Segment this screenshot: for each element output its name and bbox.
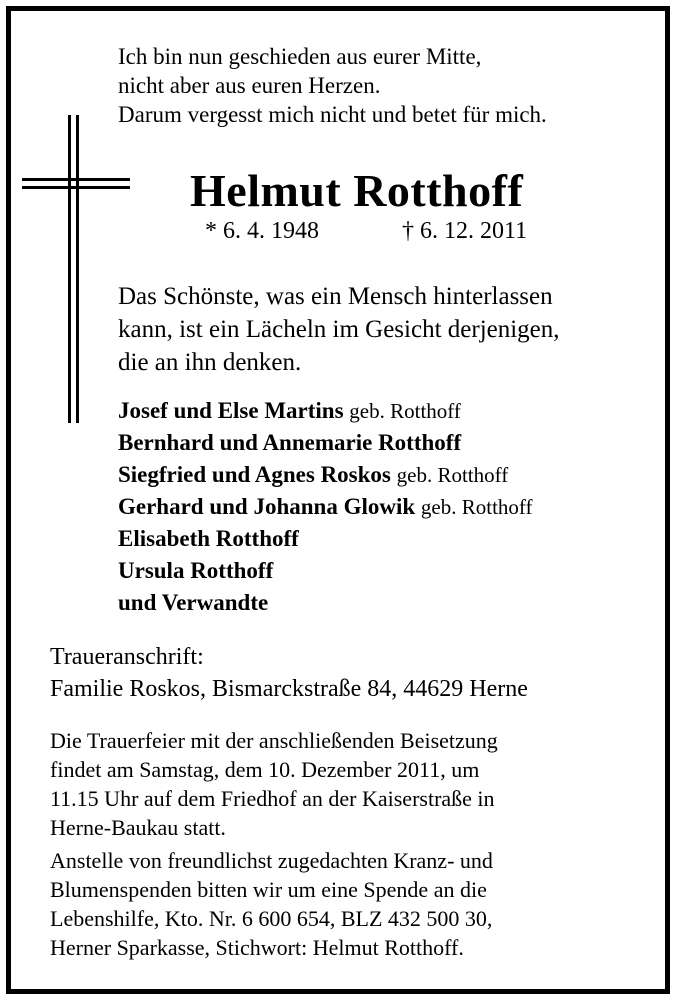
donation-line: Anstelle von freundlichst zugedachten Kranz- und <box>50 848 493 873</box>
verse-line: Darum vergesst mich nicht und betet für mich. <box>118 102 547 127</box>
family-member: und Verwandte <box>118 590 269 615</box>
donation-line: Herner Sparkasse, Stichwort: Helmut Rotthoff. <box>50 935 464 960</box>
family-member: Gerhard und Johanna Glowik geb. Rotthoff <box>118 494 533 519</box>
death-date: † 6. 12. 2011 <box>402 218 528 244</box>
birth-date: * 6. 4. 1948 <box>205 218 319 244</box>
ceremony-line: findet am Samstag, dem 10. Dezember 2011, um <box>50 757 480 782</box>
verse-line: Ich bin nun geschieden aus eurer Mitte, <box>118 44 482 69</box>
ceremony-line: 11.15 Uhr auf dem Friedhof an der Kaiserstraße in <box>50 786 495 811</box>
family-member: Josef und Else Martins geb. Rotthoff <box>118 398 461 423</box>
verse-line: nicht aber aus euren Herzen. <box>118 73 381 98</box>
quote-line: die an ihn denken. <box>118 349 302 376</box>
deceased-name: Helmut Rotthoff <box>190 165 524 216</box>
family-member: Siegfried und Agnes Roskos geb. Rotthoff <box>118 462 509 487</box>
quote-line: Das Schönste, was ein Mensch hinterlassen <box>118 283 553 310</box>
ceremony-line: Die Trauerfeier mit der anschließenden Beisetzung <box>50 728 498 753</box>
ceremony-line: Herne-Baukau statt. <box>50 815 226 840</box>
family-member: Ursula Rotthoff <box>118 558 274 583</box>
address-label: Traueranschrift: <box>50 644 204 670</box>
donation-line: Blumenspenden bitten wir um eine Spende an die <box>50 877 487 902</box>
donation-line: Lebenshilfe, Kto. Nr. 6 600 654, BLZ 432 500 30, <box>50 906 493 931</box>
quote-line: kann, ist ein Lächeln im Gesicht derjenigen, <box>118 316 560 343</box>
address-line: Familie Roskos, Bismarckstraße 84, 44629 Herne <box>50 676 528 702</box>
family-member: Bernhard und Annemarie Rotthoff <box>118 430 462 455</box>
family-member: Elisabeth Rotthoff <box>118 526 299 551</box>
